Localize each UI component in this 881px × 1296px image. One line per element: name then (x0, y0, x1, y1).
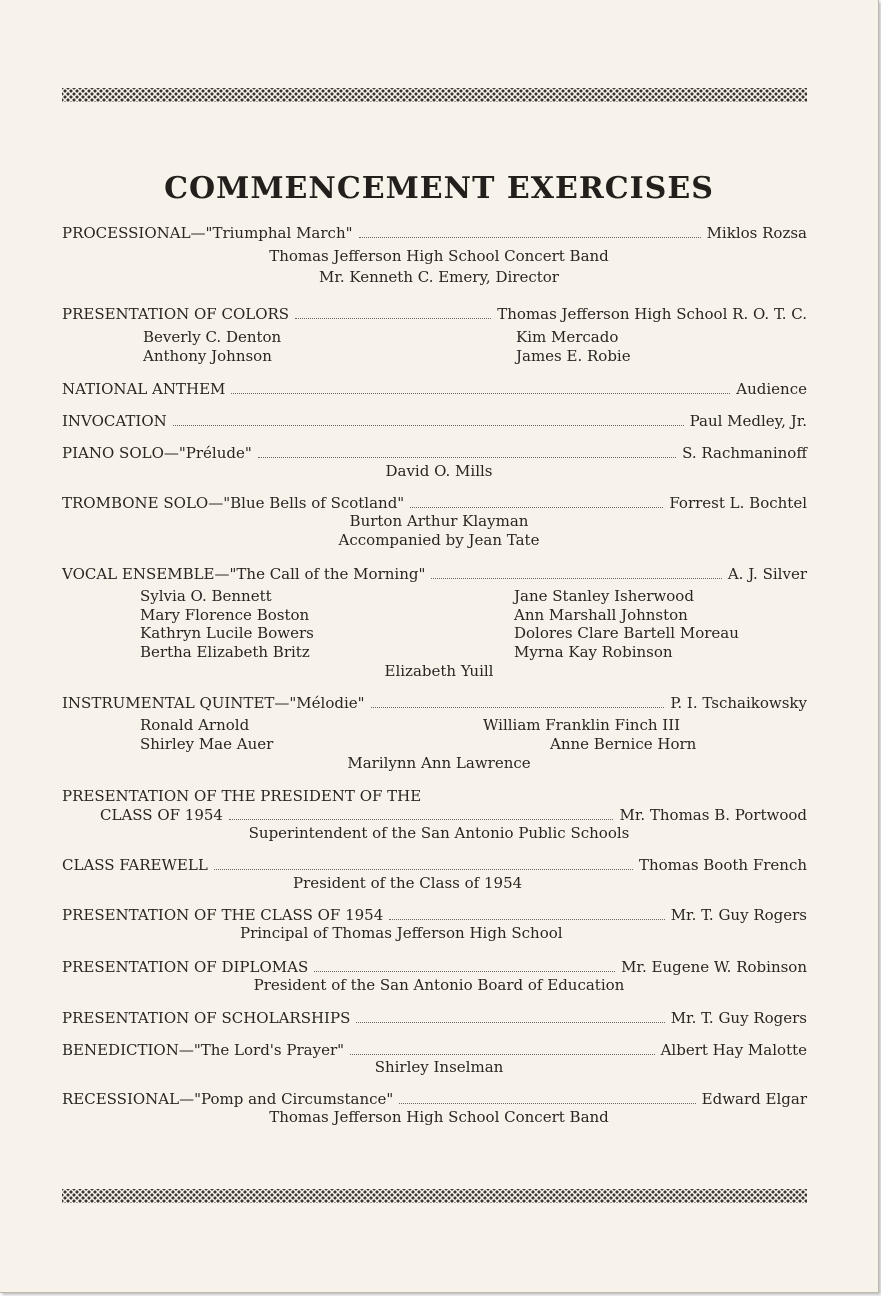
program-item-scholarships (62, 1007, 807, 1027)
participant-name: Myrna Kay Robinson (514, 643, 673, 661)
item-label: VOCAL ENSEMBLE—"The Call of the Morning" (62, 565, 426, 583)
item-label: RECESSIONAL—"Pomp and Circumstance" (62, 1090, 394, 1108)
participant-name: Shirley Mae Auer (140, 735, 274, 753)
item-label: INSTRUMENTAL QUINTET—"Mélodie" (62, 694, 365, 712)
page-title: COMMENCEMENT EXERCISES (164, 171, 714, 206)
item-label: PRESENTATION OF SCHOLARSHIPS (62, 1009, 351, 1027)
item-subline: Superintendent of the San Antonio Public Schools (248, 824, 630, 842)
item-subline: President of the Class of 1954 (293, 874, 523, 892)
dot-leader (356, 1022, 664, 1023)
participant-name: Kathryn Lucile Bowers (140, 624, 314, 642)
program-item-quintet (62, 692, 807, 712)
item-label: PROCESSIONAL—"Triumphal March" (62, 224, 353, 242)
program-item-recessional (62, 1088, 807, 1108)
item-composer: Albert Hay Malotte (660, 1041, 807, 1059)
item-performer: Paul Medley, Jr. (689, 412, 807, 430)
item-subline: President of the San Antonio Board of Education (253, 976, 625, 994)
program-item-farewell (62, 854, 807, 874)
participant-name: Anne Bernice Horn (550, 735, 697, 753)
item-performer: Thomas Jefferson High School R. O. T. C. (497, 305, 807, 323)
dot-leader (359, 237, 701, 238)
dot-leader (231, 393, 730, 394)
item-composer: P. I. Tschaikowsky (670, 694, 807, 712)
item-subline: Thomas Jefferson High School Concert Band (269, 1108, 609, 1126)
item-composer: S. Rachmaninoff (682, 444, 807, 462)
program-item-processional (62, 222, 807, 242)
participant-name: Marilynn Ann Lawrence (347, 754, 531, 772)
item-performer: Miklos Rozsa (706, 224, 807, 242)
participant-name: Sylvia O. Bennett (140, 587, 272, 605)
participant-name: Beverly C. Denton (143, 328, 282, 346)
item-subline: David O. Mills (385, 462, 493, 480)
item-subline: Mr. Kenneth C. Emery, Director (319, 268, 559, 286)
participant-name: Elizabeth Yuill (384, 662, 494, 680)
program-item-invocation (62, 410, 807, 430)
item-performer: Thomas Booth French (638, 856, 807, 874)
item-label: CLASS FAREWELL (62, 856, 208, 874)
item-subline: Burton Arthur Klayman (349, 512, 529, 530)
item-performer: Audience (736, 380, 807, 398)
program-item-vocal (62, 563, 807, 583)
dot-leader (295, 318, 491, 319)
item-subline: Accompanied by Jean Tate (338, 531, 540, 549)
dot-leader (350, 1054, 655, 1055)
program-item-trombone (62, 492, 807, 512)
dot-leader (410, 507, 663, 508)
top-decorative-border (62, 88, 807, 102)
program-item-class (62, 904, 807, 924)
dot-leader (229, 819, 613, 820)
item-performer: Mr. Eugene W. Robinson (621, 958, 807, 976)
item-performer: Mr. T. Guy Rogers (670, 1009, 807, 1027)
participant-name: Jane Stanley Isherwood (514, 587, 694, 605)
participant-name: Dolores Clare Bartell Moreau (514, 624, 739, 642)
dot-leader (258, 457, 676, 458)
item-subline: Thomas Jefferson High School Concert Band (269, 247, 609, 265)
dot-leader (214, 869, 633, 870)
item-composer: Forrest L. Bochtel (669, 494, 807, 512)
participant-name: Ann Marshall Johnston (514, 606, 688, 624)
item-label: CLASS OF 1954 (100, 806, 223, 824)
participant-name: Anthony Johnson (143, 347, 272, 365)
participant-name: Kim Mercado (516, 328, 619, 346)
program-item-diplomas (62, 956, 807, 976)
item-label: BENEDICTION—"The Lord's Prayer" (62, 1041, 345, 1059)
item-label: TROMBONE SOLO—"Blue Bells of Scotland" (62, 494, 405, 512)
item-label: PRESENTATION OF THE PRESIDENT OF THE (62, 787, 422, 805)
dot-leader (399, 1103, 695, 1104)
item-label: NATIONAL ANTHEM (62, 380, 226, 398)
program-item-anthem (62, 378, 807, 398)
dot-leader (431, 578, 721, 579)
program-item-colors (62, 303, 807, 323)
dot-leader (173, 425, 684, 426)
item-subline: Principal of Thomas Jefferson High School (240, 924, 563, 942)
item-label: PIANO SOLO—"Prélude" (62, 444, 252, 462)
participant-name: William Franklin Finch III (483, 716, 681, 734)
program-item-benediction (62, 1039, 807, 1059)
participant-name: Mary Florence Boston (140, 606, 310, 624)
program-item-piano (62, 442, 807, 462)
dot-leader (371, 707, 665, 708)
item-performer: Mr. Thomas B. Portwood (619, 806, 807, 824)
item-label: PRESENTATION OF THE CLASS OF 1954 (62, 906, 384, 924)
dot-leader (314, 971, 615, 972)
program-item-president (100, 804, 807, 824)
item-composer: A. J. Silver (727, 565, 807, 583)
item-label: PRESENTATION OF COLORS (62, 305, 290, 323)
item-label: PRESENTATION OF DIPLOMAS (62, 958, 309, 976)
item-performer: Mr. T. Guy Rogers (670, 906, 807, 924)
dot-leader (389, 919, 664, 920)
item-subline: Shirley Inselman (374, 1058, 504, 1076)
bottom-decorative-border (62, 1189, 807, 1203)
participant-name: Bertha Elizabeth Britz (140, 643, 310, 661)
item-composer: Edward Elgar (701, 1090, 807, 1108)
participant-name: Ronald Arnold (140, 716, 250, 734)
participant-name: James E. Robie (516, 347, 631, 365)
item-label: INVOCATION (62, 412, 167, 430)
